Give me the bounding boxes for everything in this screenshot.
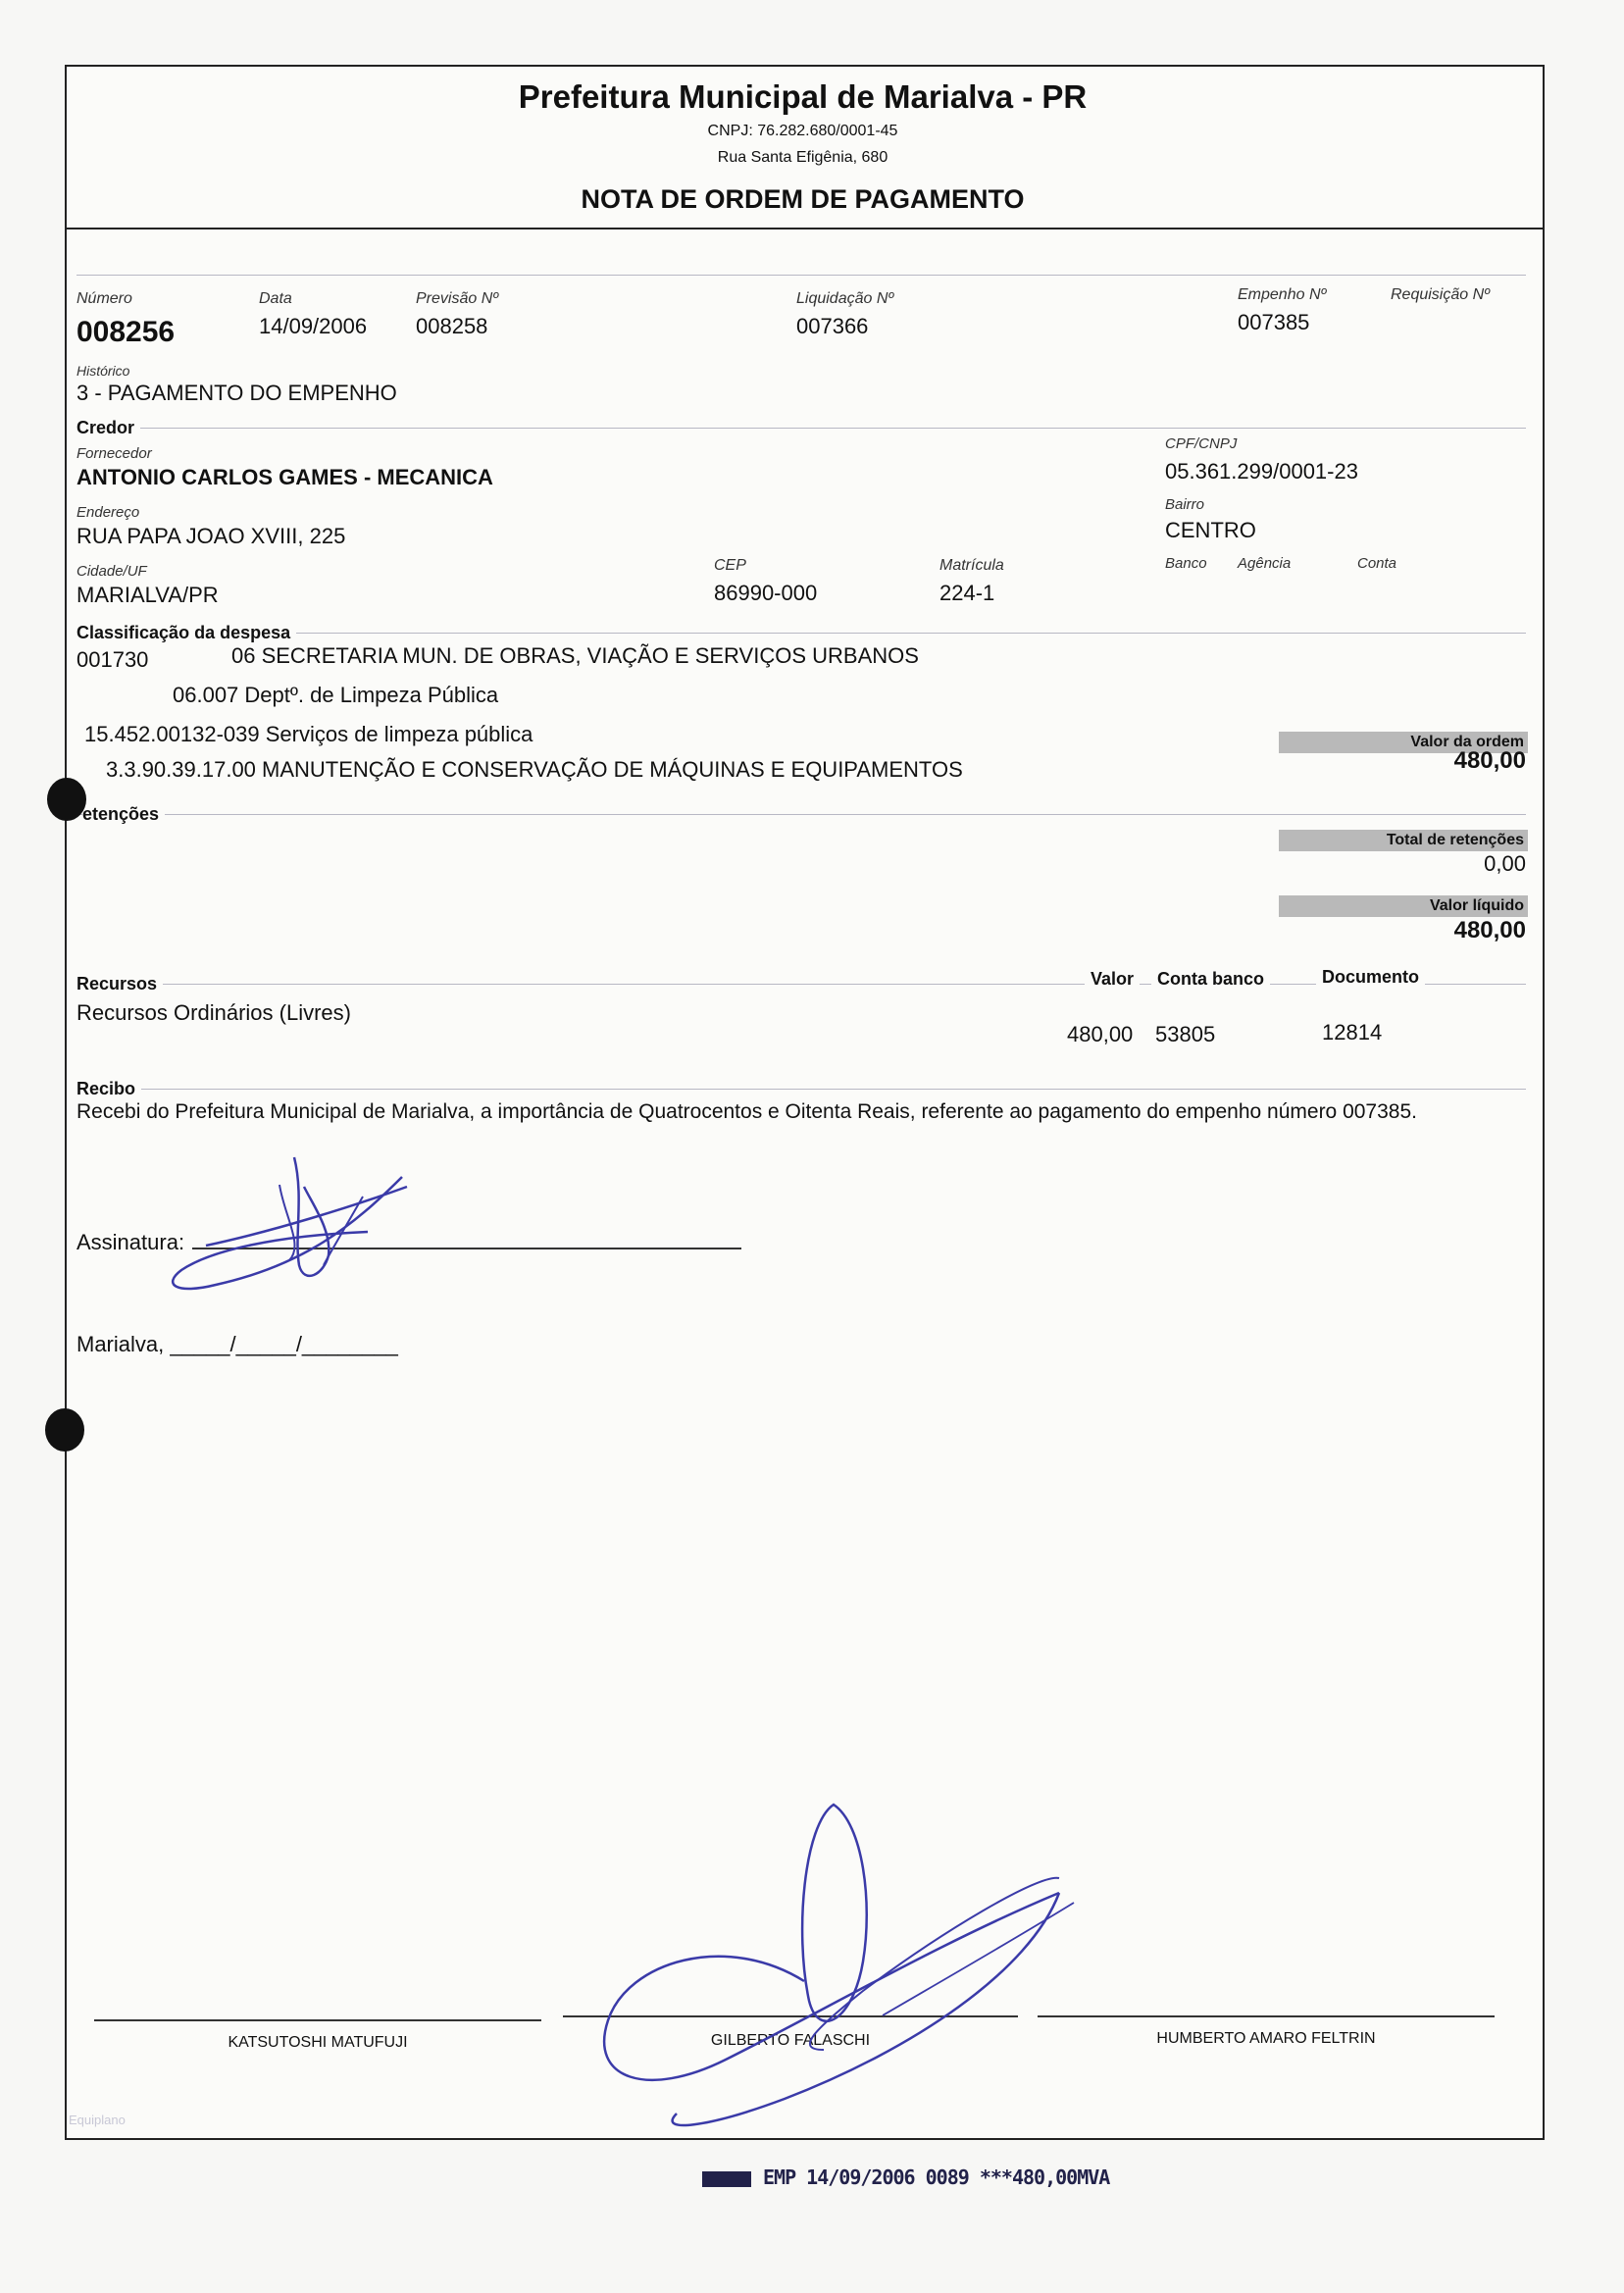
conta-label: Conta <box>1357 555 1397 572</box>
requisicao-label: Requisição Nº <box>1391 286 1490 303</box>
empenho-value: 007385 <box>1238 310 1310 334</box>
recursos-valor-header: Valor <box>1085 969 1140 990</box>
signatory-name-2: GILBERTO FALASCHI <box>710 2032 871 2049</box>
assinatura-label: Assinatura: <box>76 1230 185 1254</box>
banco-label: Banco <box>1165 555 1207 572</box>
recursos-divider <box>76 984 1526 985</box>
historico-label: Histórico <box>76 363 130 379</box>
previsao-label: Previsão Nº <box>416 290 499 307</box>
credor-divider <box>76 428 1526 429</box>
fields-divider <box>76 275 1526 276</box>
signatory-name-1: KATSUTOSHI MATUFUJI <box>228 2034 408 2051</box>
header-divider <box>65 228 1543 229</box>
signatory-line-1 <box>94 2019 541 2021</box>
header-address: Rua Santa Efigênia, 680 <box>717 149 888 166</box>
binder-hole-bottom <box>45 1408 84 1452</box>
numero-value: 008256 <box>76 316 176 348</box>
matricula-label: Matrícula <box>939 557 1004 574</box>
page-title: Prefeitura Municipal de Marialva - PR <box>518 78 1088 115</box>
cidade-value: MARIALVA/PR <box>76 583 219 607</box>
document-title: NOTA DE ORDEM DE PAGAMENTO <box>581 184 1025 214</box>
liquidacao-label: Liquidação Nº <box>796 290 894 307</box>
payer-signature <box>569 1785 1118 2148</box>
stamp-text: EMP 14/09/2006 0089 ***480,00MVA <box>763 2166 1110 2189</box>
retencoes-section-title: etenções <box>82 804 165 825</box>
total-retencoes-label: Total de retenções <box>1279 830 1528 851</box>
previsao-value: 008258 <box>416 314 488 338</box>
recursos-section-title: Recursos <box>76 974 163 994</box>
valor-ordem-label: Valor da ordem <box>1279 732 1528 753</box>
recursos-documento: 12814 <box>1322 1020 1383 1045</box>
stamp-logo-icon <box>702 2171 751 2187</box>
matricula-value: 224-1 <box>939 581 995 605</box>
recursos-valor: 480,00 <box>1067 1022 1134 1046</box>
classificacao-line2: 06.007 Deptº. de Limpeza Pública <box>173 683 499 707</box>
classificacao-section-title: Classificação da despesa <box>76 623 296 643</box>
endereco-value: RUA PAPA JOAO XVIII, 225 <box>76 524 346 548</box>
local-data-line: Marialva, _____/_____/________ <box>76 1332 398 1356</box>
cidade-label: Cidade/UF <box>76 563 147 580</box>
signatory-name-3: HUMBERTO AMARO FELTRIN <box>1156 2030 1376 2047</box>
classificacao-line1: 06 SECRETARIA MUN. DE OBRAS, VIAÇÃO E SERVIÇOS URBANOS <box>231 643 919 668</box>
credor-section-title: Credor <box>76 418 140 438</box>
cpf-value: 05.361.299/0001-23 <box>1165 459 1358 484</box>
data-label: Data <box>259 290 292 307</box>
recibo-text: Recebi do Prefeitura Municipal de Marialva, a importância de Quatrocentos e Oitenta Reais, referente ao pagamento do empenho número 007385. <box>76 1100 1417 1123</box>
cep-label: CEP <box>714 557 746 574</box>
empenho-label: Empenho Nº <box>1238 286 1327 303</box>
total-retencoes-value: 0,00 <box>1484 851 1526 876</box>
recibo-divider <box>76 1089 1526 1090</box>
fornecedor-value: ANTONIO CARLOS GAMES - MECANICA <box>76 465 493 489</box>
classificacao-line4: 3.3.90.39.17.00 MANUTENÇÃO E CONSERVAÇÃO DE MÁQUINAS E EQUIPAMENTOS <box>106 757 963 782</box>
payment-stamp <box>702 2166 1109 2189</box>
header-cnpj: CNPJ: 76.282.680/0001-45 <box>707 123 898 139</box>
recursos-documento-header: Documento <box>1316 967 1425 988</box>
recibo-section-title: Recibo <box>76 1079 141 1099</box>
recursos-conta-header: Conta banco <box>1151 969 1270 990</box>
agencia-label: Agência <box>1238 555 1292 572</box>
binder-hole-top <box>47 778 86 821</box>
cep-value: 86990-000 <box>714 581 818 605</box>
endereco-label: Endereço <box>76 504 140 521</box>
recipient-signature <box>157 1138 451 1304</box>
valor-liquido-label: Valor líquido <box>1279 895 1528 917</box>
software-watermark: Equiplano <box>69 2113 126 2127</box>
classificacao-line3: 15.452.00132-039 Serviços de limpeza pública <box>84 722 533 746</box>
retencoes-divider <box>76 814 1526 815</box>
classificacao-code: 001730 <box>76 647 149 672</box>
data-value: 14/09/2006 <box>259 314 368 338</box>
numero-label: Número <box>76 290 132 307</box>
bairro-value: CENTRO <box>1165 518 1256 542</box>
valor-liquido-value: 480,00 <box>1453 917 1526 943</box>
bairro-label: Bairro <box>1165 496 1205 513</box>
fornecedor-label: Fornecedor <box>76 445 152 462</box>
valor-ordem-value: 480,00 <box>1453 747 1526 774</box>
recursos-descricao: Recursos Ordinários (Livres) <box>76 1000 351 1025</box>
recursos-conta: 53805 <box>1155 1022 1216 1046</box>
liquidacao-value: 007366 <box>796 314 869 338</box>
historico-value: 3 - PAGAMENTO DO EMPENHO <box>76 381 397 405</box>
cpf-label: CPF/CNPJ <box>1165 435 1238 452</box>
